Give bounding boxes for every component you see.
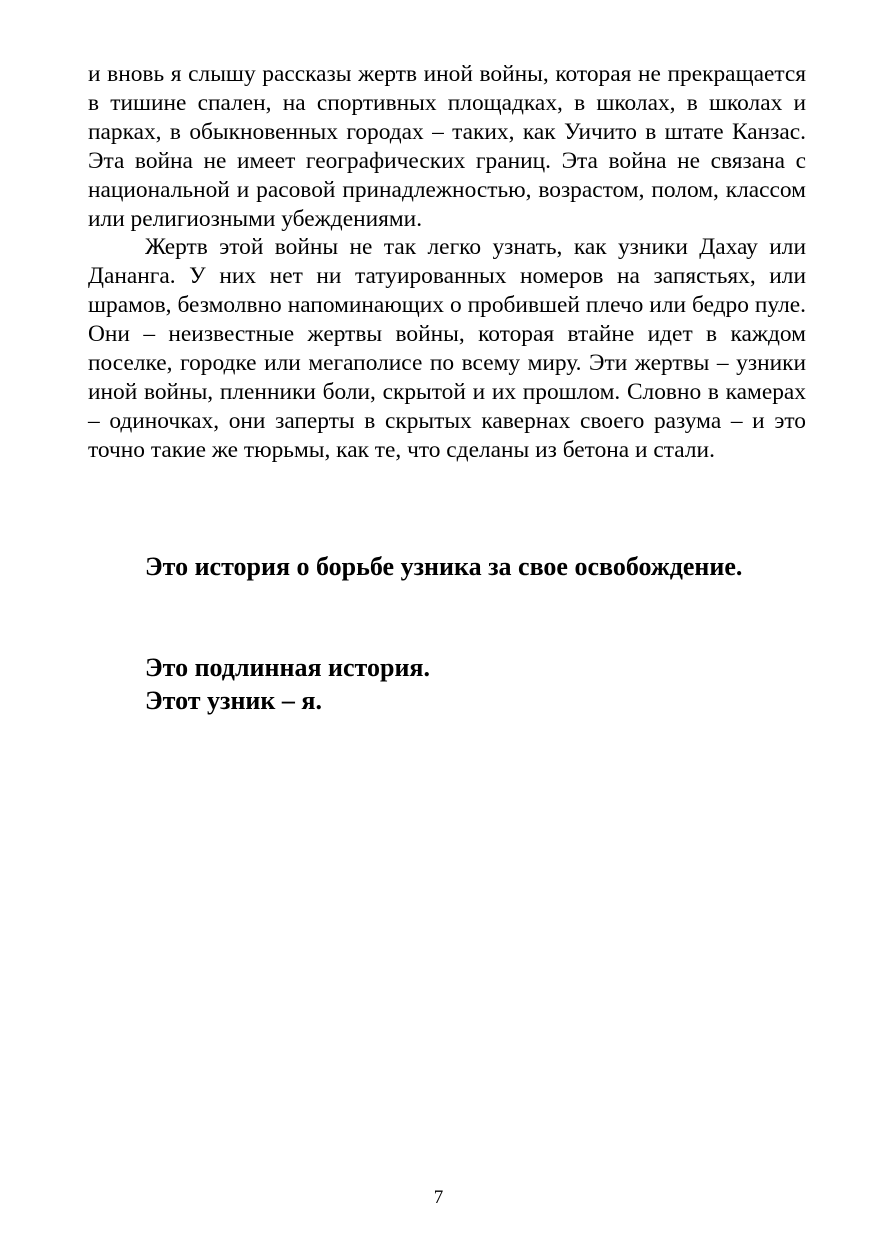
- closing-line-prisoner: Этот узник – я.: [145, 686, 322, 715]
- story-statement: [88, 550, 806, 583]
- statement-line: Это история о борьбе узника за свое освобождение.: [145, 552, 743, 581]
- body-text: [88, 60, 806, 465]
- closing-lines: [88, 651, 806, 717]
- closing-line-true-story: Это подлинная история.: [145, 653, 430, 682]
- paragraph-victims: Жертв этой войны не так легко узнать, как узники Дахау или Дананга. У них нет ни татуированных номеров на запястьях, или шрамов, безмолвно напоминающих о пробившей плечо или бедро пуле. Они – неизвестные жертвы войны, которая втайне идет в каждом поселке, городке или мегаполисе по всему миру. Эти жертвы – узники иной войны, пленники боли, скрытой и их прошлом. Словно в камерах – одиночках, они заперты в скрытых кавернах своего разума – и это точно такие же тюрьмы, как те, что сделаны из бетона и стали.: [88, 234, 806, 463]
- page-number: 7: [433, 1187, 444, 1208]
- paragraph-continuation: и вновь я слышу рассказы жертв иной войны, которая не прекращается в тишине спален, на спортивных площадках, в школах, в школах и парках, в обыкновенных городах – таких, как Уичито в штате Канзас. Эта война не имеет географических границ. Эта война не связана с национальной и расовой принадлежностью, возрастом, полом, классом или религиозными убеждениями.: [88, 61, 806, 232]
